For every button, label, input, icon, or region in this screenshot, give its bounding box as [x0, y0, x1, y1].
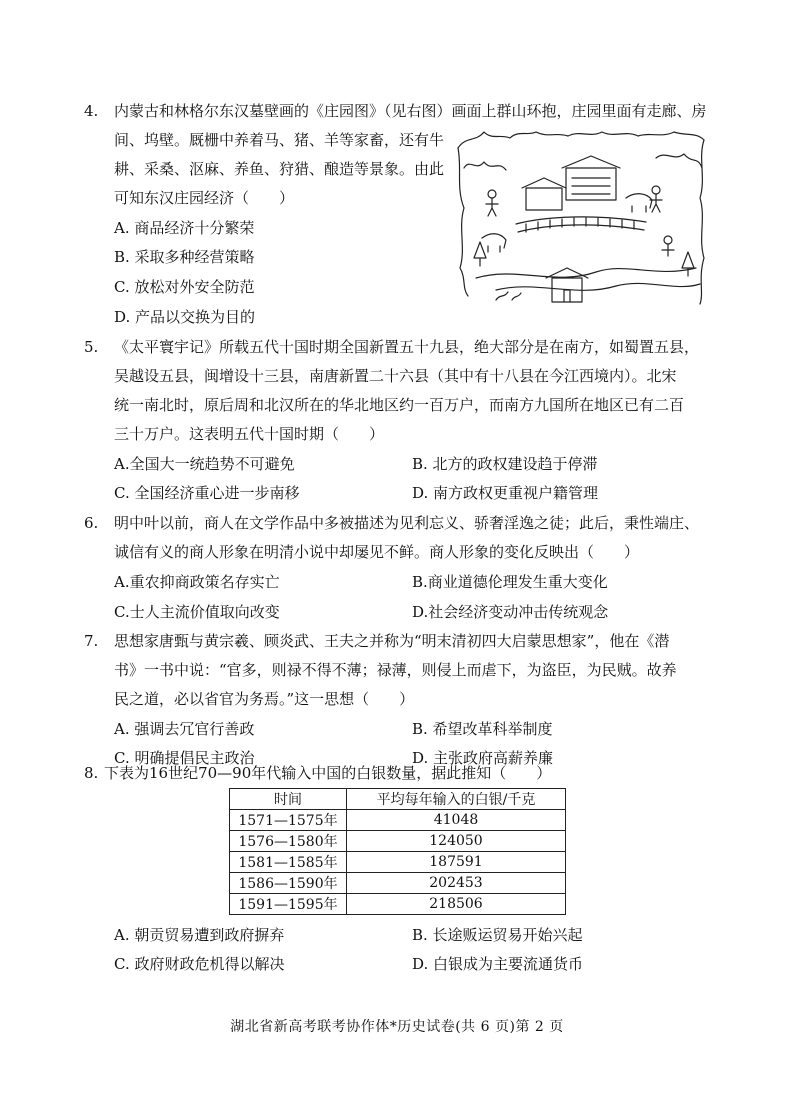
- q6-option-d: D.社会经济变动冲击传统观念: [412, 603, 609, 621]
- table-cell-period: 1581—1585年: [230, 852, 347, 873]
- table-row: [230, 873, 566, 894]
- table-cell-silver: 124050: [347, 831, 566, 852]
- q4-number: 4.: [84, 102, 99, 120]
- table-cell-silver: 202453: [347, 873, 566, 894]
- table-row: [230, 831, 566, 852]
- table-header-row: [230, 789, 566, 810]
- q7-option-a: A. 强调去冗官行善政: [114, 720, 255, 738]
- table-cell-period: 1586—1590年: [230, 873, 347, 894]
- q4-option-a: A. 商品经济十分繁荣: [114, 219, 255, 237]
- q7-option-b: B. 希望改革科举制度: [412, 720, 553, 738]
- table-cell-silver: 41048: [347, 810, 566, 831]
- q4-line-3: 耕、采桑、沤麻、养鱼、狩猎、酿造等景象。由此: [114, 160, 445, 178]
- q8-option-d: D. 白银成为主要流通货币: [412, 955, 584, 973]
- q7-line-1: 思想家唐甄与黄宗羲、顾炎武、王夫之并称为“明末清初四大启蒙思想家”，他在《潜: [114, 632, 670, 650]
- manor-mural-illustration: [456, 128, 706, 308]
- q4-option-c: C. 放松对外安全防范: [114, 278, 255, 296]
- q6-line-2: 诚信有义的商人形象在明清小说中却屡见不鲜。商人形象的变化反映出（ ）: [114, 543, 640, 561]
- q5-line-1: 《太平寰宇记》所载五代十国时期全国新置五十九县，绝大部分是在南方，如蜀置五县，: [114, 338, 700, 356]
- table-cell-period: 1591—1595年: [230, 894, 347, 915]
- table-header-period: 时间: [230, 789, 347, 810]
- q7-line-2: 书》一书中说：“官多，则禄不得不薄；禄薄，则侵上而虐下，为盗臣，为民贼。故养: [114, 661, 677, 679]
- q8-option-a: A. 朝贡贸易遭到政府摒弃: [114, 926, 285, 944]
- q8-line-1: 下表为16世纪70—90年代输入中国的白银数量，据此推知（ ）: [104, 764, 552, 782]
- q4-option-d: D. 产品以交换为目的: [114, 308, 256, 326]
- q5-option-c: C. 全国经济重心进一步南移: [114, 484, 300, 502]
- q4-option-b: B. 采取多种经营策略: [114, 248, 255, 266]
- q5-line-3: 统一南北时，原后周和北汉所在的华北地区约一百万户，而南方九国所在地区已有二百: [114, 396, 685, 414]
- table-cell-period: 1576—1580年: [230, 831, 347, 852]
- table-cell-silver: 187591: [347, 852, 566, 873]
- q5-option-d: D. 南方政权更重视户籍管理: [412, 484, 599, 502]
- q6-option-a: A.重农抑商政策名存实亡: [114, 573, 280, 591]
- q4-line-4: 可知东汉庄园经济（ ）: [114, 189, 295, 207]
- q7-number: 7.: [84, 632, 99, 650]
- q8-option-b: B. 长途贩运贸易开始兴起: [412, 926, 583, 944]
- q6-number: 6.: [84, 514, 99, 532]
- q4-line-1: 内蒙古和林格尔东汉墓壁画的《庄园图》（见右图）画面上群山环抱，庄园里面有走廊、房: [114, 102, 707, 120]
- q5-line-2: 吴越设五县，闽增设十三县，南唐新置二十六县（其中有十八县在今江西境内）。北宋: [114, 367, 677, 385]
- q8-number: 8.: [84, 764, 99, 782]
- q8-option-c: C. 政府财政危机得以解决: [114, 955, 285, 973]
- table-cell-period: 1571—1575年: [230, 810, 347, 831]
- q7-line-3: 民之道，必以省官为务焉。”这一思想（ ）: [114, 690, 415, 708]
- q6-option-c: C.士人主流价值取向改变: [114, 603, 280, 621]
- q6-option-b: B.商业道德伦理发生重大变化: [412, 573, 608, 591]
- table-cell-silver: 218506: [347, 894, 566, 915]
- q4-line-2: 间、坞壁。厩栅中养着马、猪、羊等家畜，还有牛: [114, 131, 445, 149]
- silver-import-table: [229, 788, 566, 915]
- table-row: [230, 894, 566, 915]
- q7-option-d: D. 主张政府高薪养廉: [412, 749, 554, 767]
- q5-option-b: B. 北方的政权建设趋于停滞: [412, 455, 598, 473]
- table-row: [230, 852, 566, 873]
- table-row: [230, 810, 566, 831]
- q5-number: 5.: [84, 338, 99, 356]
- table-header-silver: 平均每年输入的白银/千克: [347, 789, 566, 810]
- q5-option-a: A.全国大一统趋势不可避免: [114, 455, 295, 473]
- q5-line-4: 三十万户。这表明五代十国时期（ ）: [114, 425, 385, 443]
- page-footer: 湖北省新高考联考协作体*历史试卷(共 6 页)第 2 页: [230, 1019, 564, 1035]
- q6-line-1: 明中叶以前，商人在文学作品中多被描述为见利忘义、骄奢淫逸之徒；此后，秉性端庄、: [114, 514, 700, 532]
- q7-option-c: C. 明确提倡民主政治: [114, 749, 255, 767]
